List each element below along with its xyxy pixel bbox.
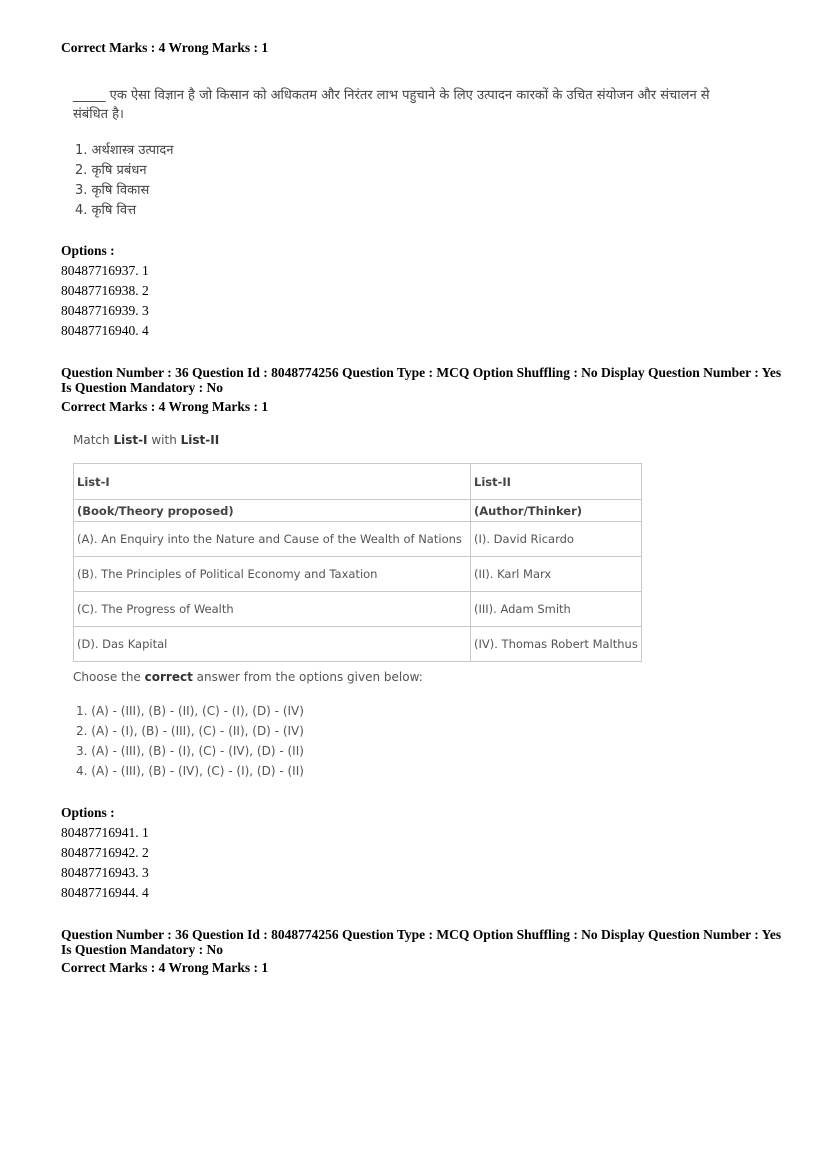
choose-prefix: Choose the	[73, 670, 145, 684]
table-cell: (B). The Principles of Political Economy and Taxation	[74, 557, 471, 592]
table-row	[74, 522, 642, 557]
question-stem-line: _____ एक ऐसा विज्ञान है जो किसान को अधिकतम और निरंतर लाभ पहुचाने के लिए उत्पादन कारकों के उचित संयोजन और संचालन से	[73, 88, 710, 103]
option-id: 80487716944. 4	[61, 885, 149, 900]
list-i-label: List-I	[113, 433, 148, 447]
marks-line: Correct Marks : 4 Wrong Marks : 1	[61, 399, 269, 414]
option-id: 80487716940. 4	[61, 323, 149, 338]
option-id: 80487716942. 2	[61, 845, 149, 860]
choose-instruction	[73, 670, 423, 684]
table-cell: (A). An Enquiry into the Nature and Cause of the Wealth of Nations	[74, 522, 471, 557]
table-cell: (C). The Progress of Wealth	[74, 592, 471, 627]
choose-suffix: answer from the options given below:	[192, 670, 423, 684]
table-row	[74, 557, 642, 592]
answer-choice: 2. कृषि प्रबंधन	[75, 163, 147, 178]
table-row	[74, 627, 642, 662]
question-mandatory: Is Question Mandatory : No	[61, 942, 224, 957]
answer-choice: 3. (A) - (III), (B) - (I), (C) - (IV), (D) - (II)	[76, 744, 304, 758]
table-cell: (I). David Ricardo	[471, 522, 642, 557]
answer-choice: 1. (A) - (III), (B) - (II), (C) - (I), (D) - (IV)	[76, 704, 304, 718]
answer-choice: 4. (A) - (III), (B) - (IV), (C) - (I), (D) - (II)	[76, 764, 304, 778]
marks-line: Correct Marks : 4 Wrong Marks : 1	[61, 40, 269, 55]
question-stem-line: संबंधित है।	[73, 107, 124, 122]
table-header-cell: List-II	[471, 464, 642, 500]
options-label: Options :	[61, 243, 115, 258]
table-row	[74, 592, 642, 627]
table-subheader-row	[74, 500, 642, 522]
table-header-cell: List-I	[74, 464, 471, 500]
table-cell: (III). Adam Smith	[471, 592, 642, 627]
choose-bold: correct	[144, 670, 193, 684]
table-subheader-cell: (Author/Thinker)	[471, 500, 642, 522]
table-subheader-cell: (Book/Theory proposed)	[74, 500, 471, 522]
match-instruction	[73, 433, 219, 447]
list-ii-label: List-II	[180, 433, 220, 447]
match-table	[73, 463, 642, 662]
question-header: Question Number : 36 Question Id : 8048774256 Question Type : MCQ Option Shuffling : No Display Question Number : Yes	[61, 365, 782, 380]
option-id: 80487716939. 3	[61, 303, 149, 318]
table-cell: (II). Karl Marx	[471, 557, 642, 592]
question-stem-hindi	[73, 86, 773, 124]
table-header-row	[74, 464, 642, 500]
answer-choice: 2. (A) - (I), (B) - (III), (C) - (II), (D) - (IV)	[76, 724, 304, 738]
answer-choice: 4. कृषि वित्त	[75, 203, 137, 218]
question-mandatory: Is Question Mandatory : No	[61, 380, 224, 395]
question-header: Question Number : 36 Question Id : 8048774256 Question Type : MCQ Option Shuffling : No Display Question Number : Yes	[61, 927, 782, 942]
option-id: 80487716937. 1	[61, 263, 149, 278]
match-instruction-mid: with	[147, 433, 181, 447]
option-id: 80487716941. 1	[61, 825, 149, 840]
match-instruction-prefix: Match	[73, 433, 114, 447]
answer-choice: 1. अर्थशास्त्र उत्पादन	[75, 143, 174, 158]
answer-choice: 3. कृषि विकास	[75, 183, 150, 198]
options-label: Options :	[61, 805, 115, 820]
option-id: 80487716938. 2	[61, 283, 149, 298]
marks-line: Correct Marks : 4 Wrong Marks : 1	[61, 960, 269, 975]
option-id: 80487716943. 3	[61, 865, 149, 880]
table-cell: (D). Das Kapital	[74, 627, 471, 662]
table-cell: (IV). Thomas Robert Malthus	[471, 627, 642, 662]
